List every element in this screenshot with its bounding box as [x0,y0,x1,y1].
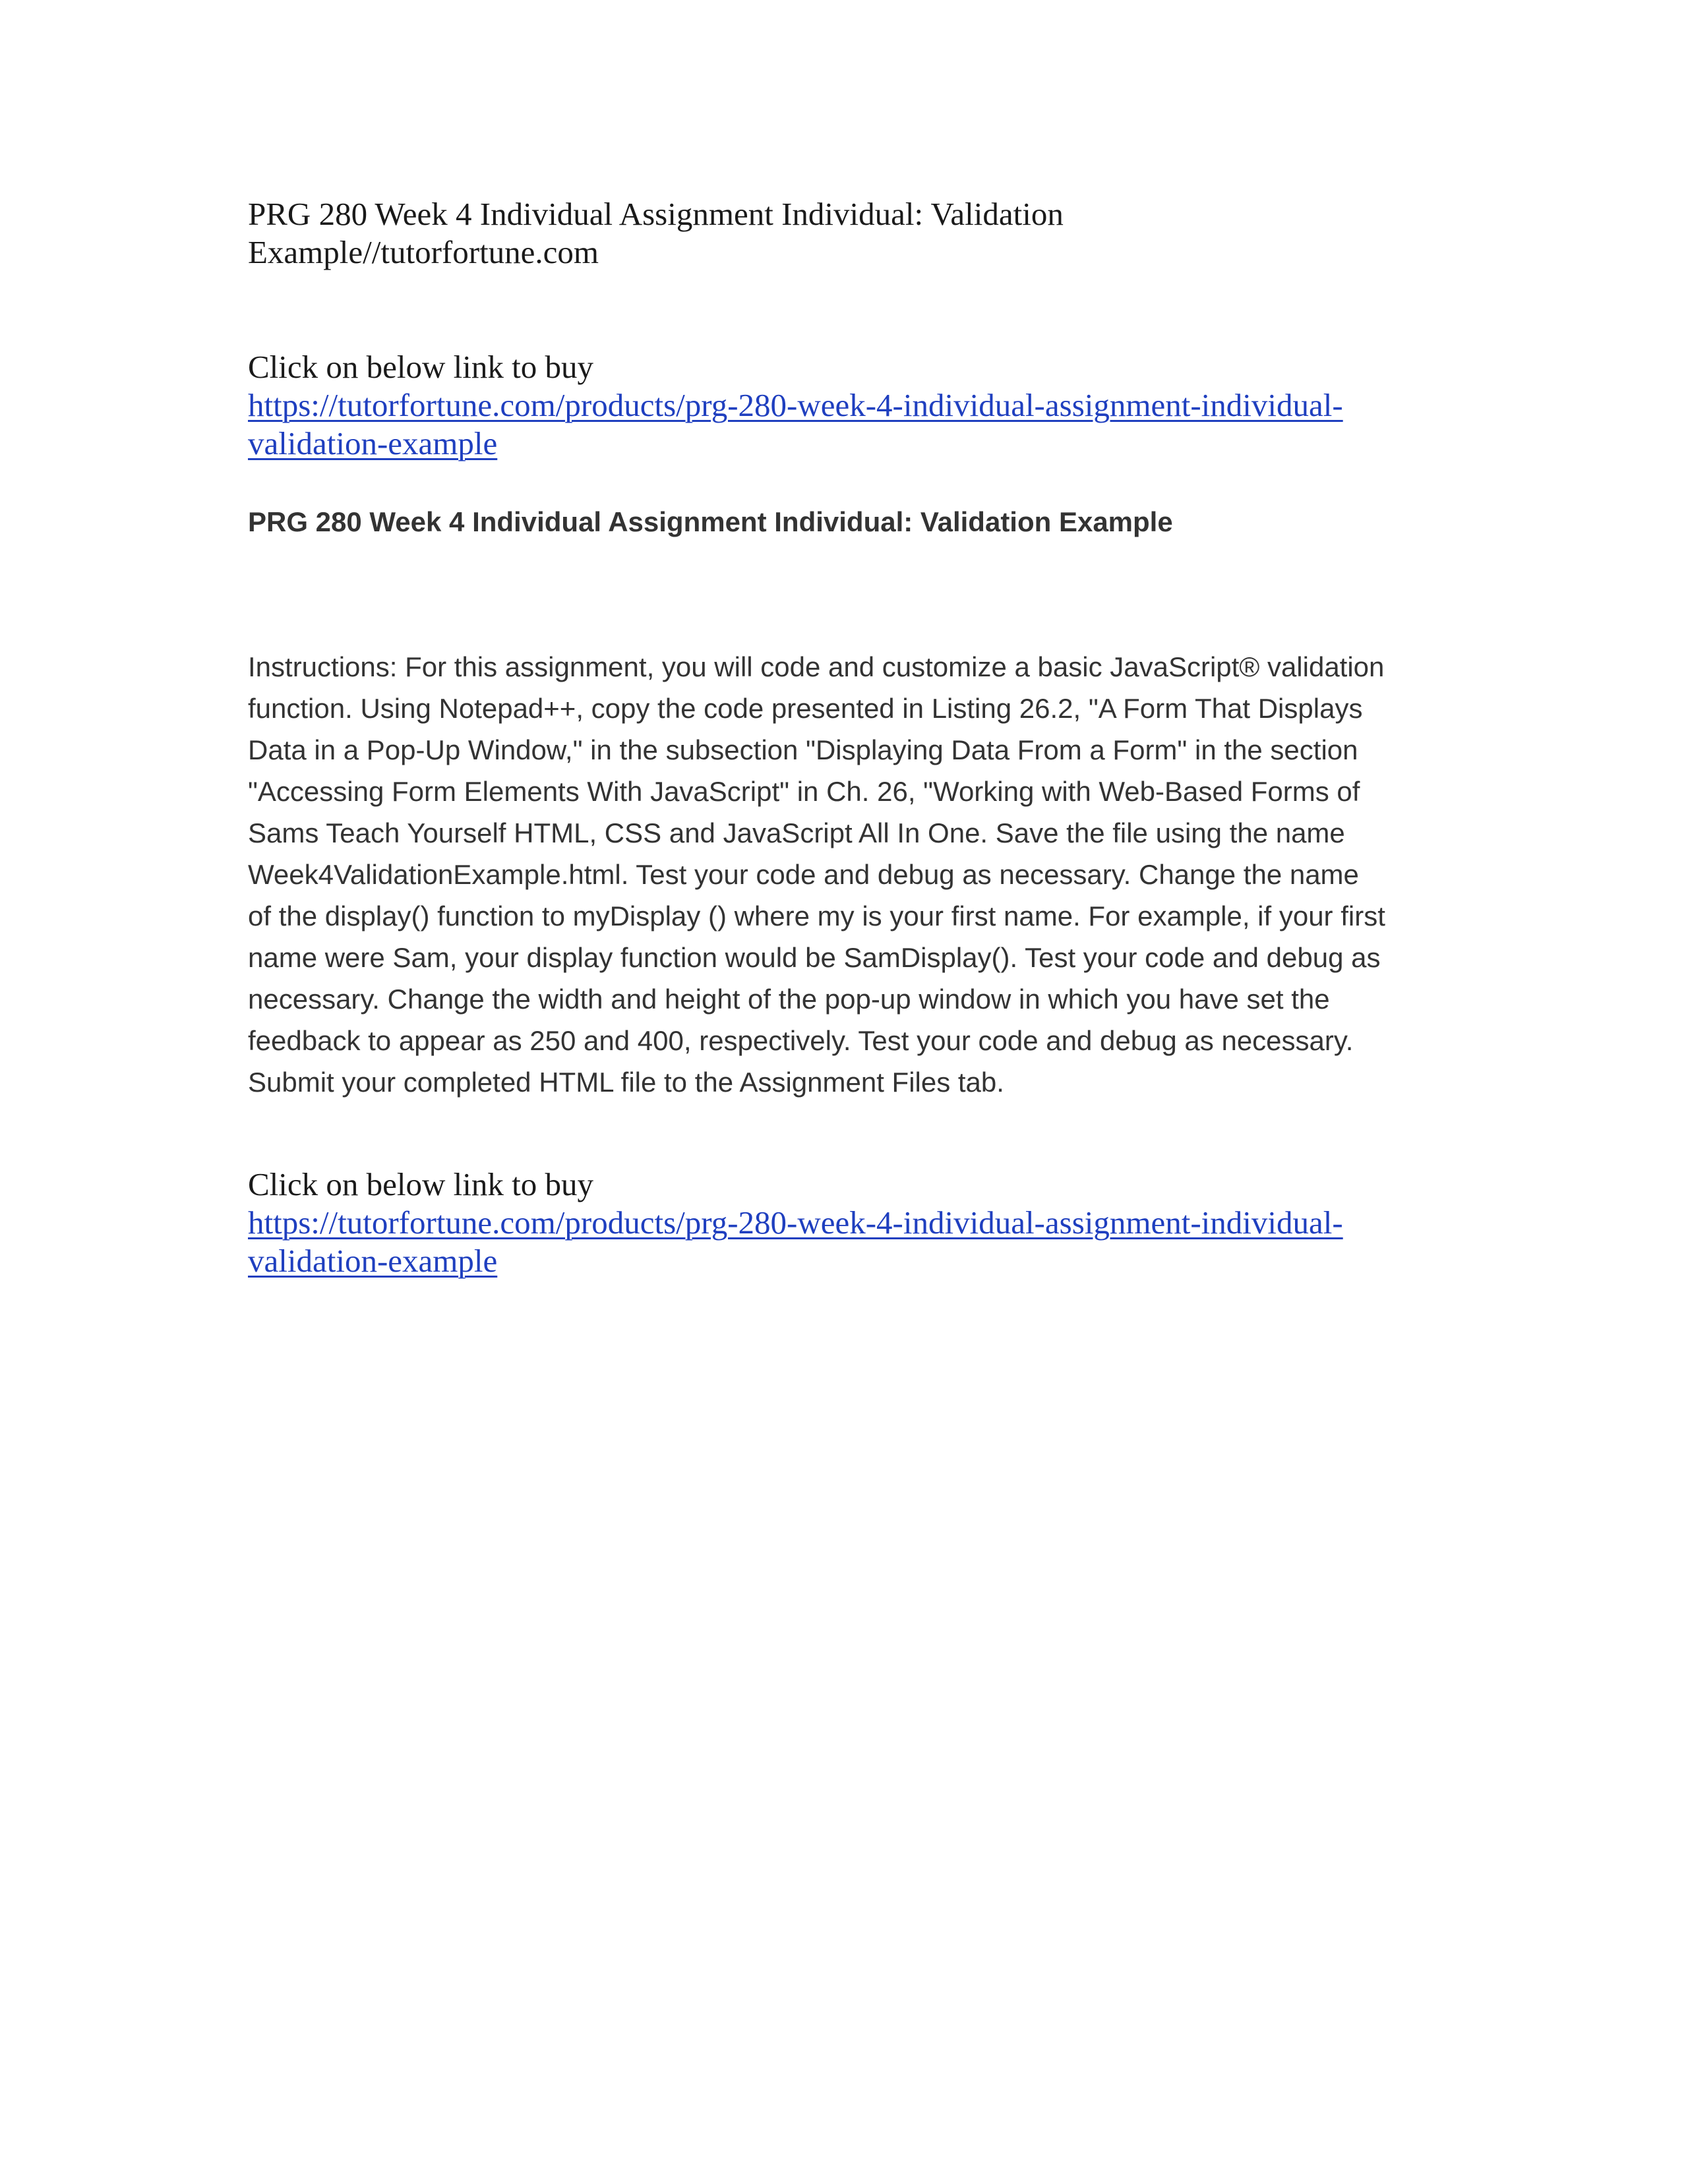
product-link-line[interactable]: https://tutorfortune.com/products/prg-280-week-4-individual-assignment-individual- [248,1204,1343,1241]
instructions-line: feedback to appear as 250 and 400, respectively. Test your code and debug as necessary. [248,1025,1354,1056]
buy-section-top [248,348,1501,463]
instructions-paragraph [248,646,1501,1103]
instructions-line: necessary. Change the width and height of the pop-up window in which you have set the [248,984,1330,1015]
instructions-line: Instructions: For this assignment, you will code and customize a basic JavaScript® validation [248,651,1385,682]
instructions-line: Sams Teach Yourself HTML, CSS and JavaScript All In One. Save the file using the name [248,817,1345,848]
instructions-line: Week4ValidationExample.html. Test your code and debug as necessary. Change the name [248,859,1359,890]
document-title-line: PRG 280 Week 4 Individual Assignment Individual: Validation [248,196,1064,232]
instructions-line: "Accessing Form Elements With JavaScript" in Ch. 26, "Working with Web-Based Forms of [248,776,1360,807]
instructions-line: of the display() function to myDisplay () where my is your first name. For example, if your first [248,900,1385,931]
document-title-line: Example//tutorfortune.com [248,234,599,270]
product-link-line[interactable]: validation-example [248,1243,498,1279]
instructions-line: Data in a Pop-Up Window," in the subsection "Displaying Data From a Form" in the section [248,734,1358,765]
instructions-line: name were Sam, your display function would be SamDisplay(). Test your code and debug as [248,942,1381,973]
buy-label: Click on below link to buy [248,1166,593,1202]
product-link[interactable] [248,386,1501,463]
product-link-line[interactable]: https://tutorfortune.com/products/prg-280-week-4-individual-assignment-individual- [248,387,1343,423]
buy-label: Click on below link to buy [248,349,593,385]
instructions-line: function. Using Notepad++, copy the code presented in Listing 26.2, "A Form That Displays [248,693,1363,724]
product-link-line[interactable]: validation-example [248,425,498,461]
product-link[interactable] [248,1204,1501,1280]
section-heading: PRG 280 Week 4 Individual Assignment Individual: Validation Example [248,506,1173,537]
instructions-line: Submit your completed HTML file to the Assignment Files tab. [248,1067,1004,1098]
document-title [248,195,1501,272]
buy-section-bottom [248,1166,1501,1280]
